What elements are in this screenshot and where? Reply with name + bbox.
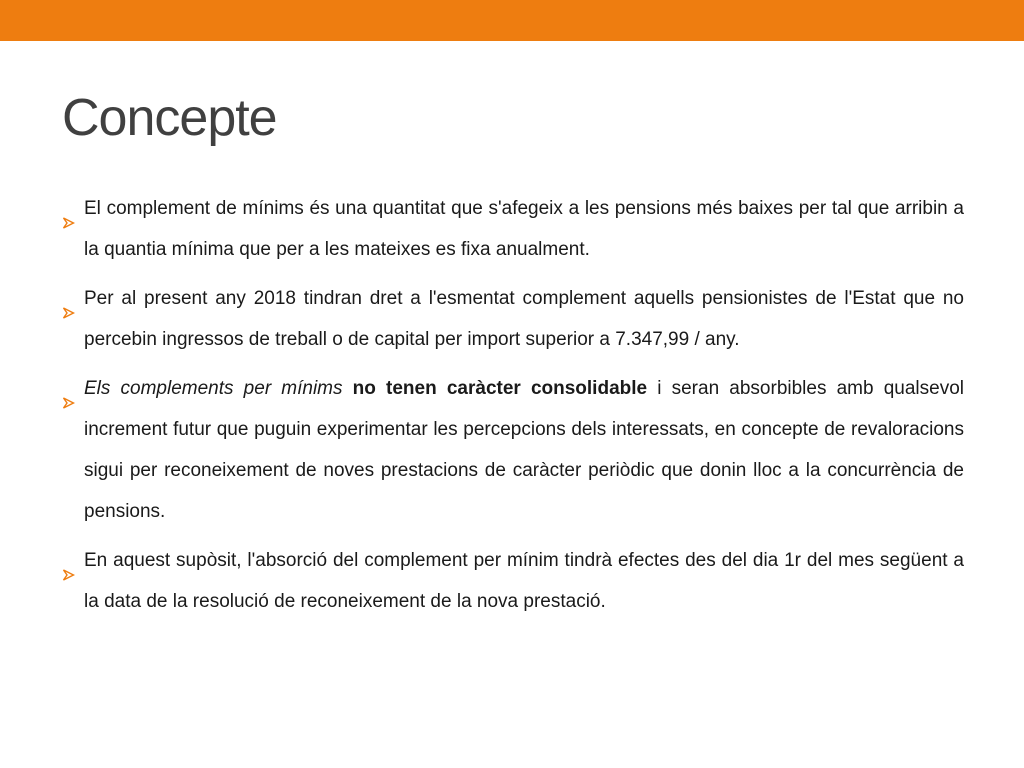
arrowhead-bullet-icon <box>62 555 75 567</box>
slide-title: Concepte <box>62 89 277 147</box>
bullet-item <box>62 188 964 270</box>
arrowhead-bullet-icon <box>62 383 75 395</box>
bullet-item <box>62 368 964 532</box>
arrowhead-bullet-icon <box>62 203 75 215</box>
bullet-text-italic: Els complements per mínims <box>84 378 343 399</box>
bullet-text <box>84 550 964 612</box>
bullet-text-segment: i seran absorbibles amb qualsevol increment futur que puguin experimentar les percepcions dels interessats, en concepte de revaloracions sigui per reconeixement de noves prestacions de caràcter periòdic que donin lloc a la concurrència de pensions. <box>84 378 964 522</box>
bullet-item <box>62 540 964 622</box>
arrowhead-bullet-icon <box>62 293 75 305</box>
bullet-text <box>84 198 964 260</box>
bullet-item <box>62 278 964 360</box>
bullet-text <box>84 378 964 522</box>
top-accent-bar <box>0 0 1024 41</box>
bullet-text-bold: no tenen caràcter consolidable <box>352 378 648 399</box>
bullet-list <box>62 188 964 630</box>
bullet-text-segment: El complement de mínims és una quantitat que s'afegeix a les pensions més baixes per tal que arribin a la quantia mínima que per a les mateixes es fixa anualment. <box>84 198 964 260</box>
bullet-text <box>84 288 964 350</box>
bullet-text-segment: Per al present any 2018 tindran dret a l'esmentat complement aquells pensionistes de l'Estat que no percebin ingressos de treball o de capital per import superior a 7.347,99 / any. <box>84 288 964 350</box>
bullet-text-segment: En aquest supòsit, l'absorció del complement per mínim tindrà efectes des del dia 1r del mes següent a la data de la resolució de reconeixement de la nova prestació. <box>84 550 964 612</box>
bullet-text-space <box>343 378 353 399</box>
